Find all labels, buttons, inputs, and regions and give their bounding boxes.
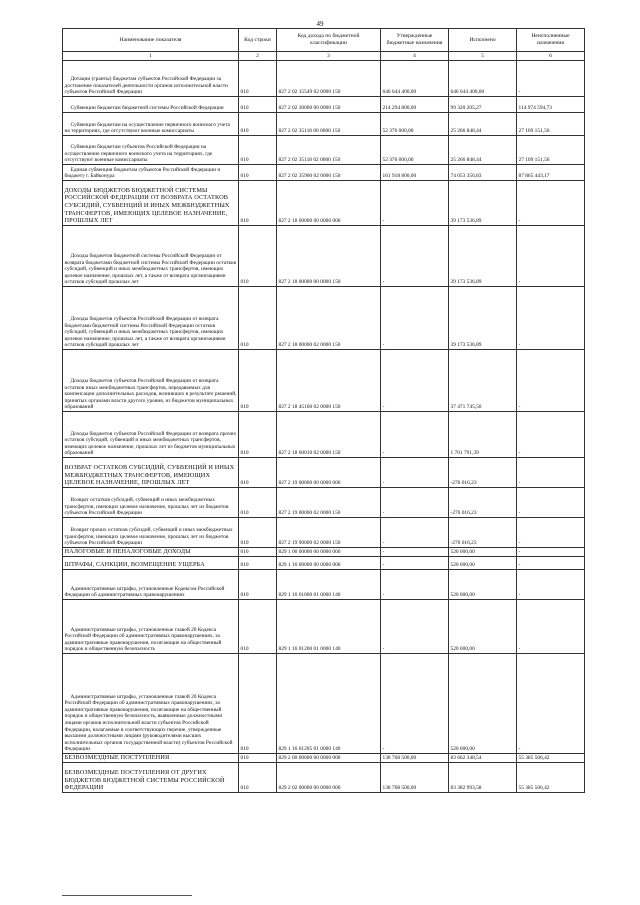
- column-number-row: [63, 52, 585, 61]
- row-code: 010: [239, 600, 277, 654]
- row-executed: -276 016,23: [449, 518, 517, 548]
- row-budget-code: 829 1 16 01205 01 0000 140: [277, 654, 381, 754]
- row-executed: 520 000,00: [449, 600, 517, 654]
- row-name: Доходы бюджетов субъектов Российской Федерации от возврата бюджетами бюджетной системы Российской Федерации остатков субсидий, субвенций и иных межбюджетных трансфертов, имеющих целевое назначение, прошлых лет, а также от возврата организациями остатков субсидий прошлых лет: [63, 287, 239, 350]
- row-unexecuted: -: [517, 488, 585, 518]
- row-unexecuted: -: [517, 557, 585, 570]
- table-row: [63, 226, 585, 287]
- row-budget-code: 827 2 18 00000 02 0000 150: [277, 287, 381, 350]
- row-name: ШТРАФЫ, САНКЦИИ, ВОЗМЕЩЕНИЕ УЩЕРБА: [63, 557, 239, 570]
- row-executed: 83 382 993,58: [449, 763, 517, 793]
- table-row: [63, 548, 585, 557]
- row-budget-code: 827 2 02 35900 02 0000 150: [277, 165, 381, 181]
- column-number: 1: [63, 52, 239, 61]
- row-executed: 39 173 536,89: [449, 287, 517, 350]
- table-row: [63, 412, 585, 458]
- row-budget-code: 827 2 19 00000 02 0000 150: [277, 488, 381, 518]
- row-code: 010: [239, 226, 277, 287]
- row-name: Доходы бюджетов субъектов Российской Федерации от возврата остатков иных межбюджетных трансфертов, передаваемых для компенсации дополнительных расходов, возникших в результате решений, принятых органами власти другого уровня, из бюджетов муниципальных образований: [63, 350, 239, 412]
- row-executed: 520 000,00: [449, 557, 517, 570]
- row-name: Единая субвенция бюджетам субъектов Российской Федерации и бюджету г. Байконура: [63, 165, 239, 181]
- column-number: 5: [449, 52, 517, 61]
- row-name: Административные штрафы, установленные Кодексом Российской Федерации об административных правонарушениях: [63, 570, 239, 600]
- row-code: 010: [239, 287, 277, 350]
- row-name: Административные штрафы, установленные главой 20 Кодекса Российской Федерации об административных правонарушениях, за административные правонарушения, посягающие на общественный порядок и общественную безопасность, выявленные должностными лицами органов исполнительной власти субъектов Российской Федерации, налагаемые в соответствующих перечне, утвержденные высшими должностными лицами (руководителями высших исполнительных органов государственной власти) субъектов Российской Федерации: [63, 654, 239, 754]
- row-approved: -: [381, 181, 449, 226]
- row-budget-code: 829 2 02 00000 00 0000 000: [277, 763, 381, 793]
- row-approved: 52 376 000,00: [381, 136, 449, 165]
- table-row: [63, 557, 585, 570]
- row-name: Административные штрафы, установленные главой 20 Кодекса Российской Федерации об административных правонарушениях, за административные правонарушения, посягающие на общественный порядок и общественную безопасность: [63, 600, 239, 654]
- row-unexecuted: -: [517, 287, 585, 350]
- row-name: Доходы бюджетов субъектов Российской Федерации от возврата прочих остатков субсидий, субвенций и иных межбюджетных трансфертов, имеющих целевое назначение, прошлых лет из бюджетов муниципальных образований: [63, 412, 239, 458]
- header-approved: Утвержденные бюджетные назначения: [381, 29, 449, 52]
- row-unexecuted: -: [517, 458, 585, 488]
- column-number: 2: [239, 52, 277, 61]
- row-budget-code: 829 1 16 01000 01 0000 140: [277, 570, 381, 600]
- row-approved: -: [381, 600, 449, 654]
- table-row: [63, 763, 585, 793]
- row-code: 010: [239, 654, 277, 754]
- row-unexecuted: -: [517, 61, 585, 97]
- table-row: [63, 136, 585, 165]
- row-approved: -: [381, 350, 449, 412]
- row-approved: -: [381, 458, 449, 488]
- row-approved: -: [381, 570, 449, 600]
- table-row: [63, 600, 585, 654]
- row-budget-code: 829 1 16 01200 01 0000 140: [277, 600, 381, 654]
- budget-execution-table: [62, 28, 585, 793]
- row-name: Дотации (гранты) бюджетам субъектов Российской Федерации за достижение показателей деятельности органов исполнительной власти субъектов Российской Федерации: [63, 61, 239, 97]
- row-unexecuted: -: [517, 518, 585, 548]
- header-code: Код строки: [239, 29, 277, 52]
- row-executed: 83 662 348,54: [449, 754, 517, 763]
- row-name: БЕЗВОЗМЕЗДНЫЕ ПОСТУПЛЕНИЯ ОТ ДРУГИХ БЮДЖЕТОВ БЮДЖЕТНОЙ СИСТЕМЫ РОССИЙСКОЙ ФЕДЕРАЦИИ: [63, 763, 239, 793]
- table-row: [63, 350, 585, 412]
- row-unexecuted: -: [517, 600, 585, 654]
- row-approved: -: [381, 488, 449, 518]
- table-header-row: [63, 29, 585, 52]
- row-budget-code: 829 2 00 00000 00 0000 000: [277, 754, 381, 763]
- table-row: [63, 181, 585, 226]
- row-approved: -: [381, 412, 449, 458]
- column-number: 6: [517, 52, 585, 61]
- row-approved: 646 644 400,00: [381, 61, 449, 97]
- header-unexecuted: Неисполненные назначения: [517, 29, 585, 52]
- table-row: [63, 287, 585, 350]
- row-executed: -276 016,23: [449, 488, 517, 518]
- row-budget-code: 827 2 18 60010 02 0000 150: [277, 412, 381, 458]
- table-row: [63, 488, 585, 518]
- row-unexecuted: -: [517, 654, 585, 754]
- row-approved: -: [381, 518, 449, 548]
- row-unexecuted: -: [517, 570, 585, 600]
- row-budget-code: 827 2 18 00000 00 0000 150: [277, 226, 381, 287]
- row-code: 010: [239, 488, 277, 518]
- table-row: [63, 165, 585, 181]
- table-row: [63, 97, 585, 113]
- row-name: ВОЗВРАТ ОСТАТКОВ СУБСИДИЙ, СУБВЕНЦИЙ И ИНЫХ МЕЖБЮДЖЕТНЫХ ТРАНСФЕРТОВ, ИМЕЮЩИХ ЦЕЛЕВОЕ НАЗНАЧЕНИЕ, ПРОШЛЫХ ЛЕТ: [63, 458, 239, 488]
- row-budget-code: 827 2 02 35118 02 0000 150: [277, 136, 381, 165]
- column-number: 4: [381, 52, 449, 61]
- row-name: Субвенции бюджетам субъектов Российской Федерации на осуществление первичного воинского учета на территориях, где отсутствуют военные комиссариаты: [63, 136, 239, 165]
- row-code: 010: [239, 61, 277, 97]
- row-budget-code: 827 2 18 00000 00 0000 000: [277, 181, 381, 226]
- row-budget-code: 829 1 00 00000 00 0000 000: [277, 548, 381, 557]
- row-budget-code: 827 2 02 35118 00 0000 150: [277, 113, 381, 136]
- header-name: Наименование показателя: [63, 29, 239, 52]
- row-approved: -: [381, 226, 449, 287]
- row-unexecuted: -: [517, 226, 585, 287]
- table-row: [63, 518, 585, 548]
- row-code: 010: [239, 113, 277, 136]
- table-row: [63, 458, 585, 488]
- row-code: 010: [239, 412, 277, 458]
- row-executed: -276 016,23: [449, 458, 517, 488]
- row-executed: 520 000,00: [449, 654, 517, 754]
- row-executed: 39 173 536,89: [449, 181, 517, 226]
- row-budget-code: 827 2 19 00000 00 0000 000: [277, 458, 381, 488]
- row-code: 010: [239, 763, 277, 793]
- row-approved: 138 768 500,00: [381, 763, 449, 793]
- row-unexecuted: -: [517, 181, 585, 226]
- table-row: [63, 113, 585, 136]
- row-name: Доходы бюджетов бюджетной системы Российской Федерации от возврата бюджетами бюджетной системы Российской Федерации остатков субсидий, субвенций и иных межбюджетных трансфертов, имеющих целевое назначение, прошлых лет, а также от возврата организациями остатков субсидий прошлых лет: [63, 226, 239, 287]
- row-name: БЕЗВОЗМЕЗДНЫЕ ПОСТУПЛЕНИЯ: [63, 754, 239, 763]
- row-unexecuted: 27 109 151,56: [517, 136, 585, 165]
- row-code: 010: [239, 557, 277, 570]
- row-executed: 1 701 791,39: [449, 412, 517, 458]
- row-name: Возврат остатков субсидий, субвенций и иных межбюджетных трансфертов, имеющих целевое назначение, прошлых лет из бюджетов субъектов Российской Федерации: [63, 488, 239, 518]
- row-approved: -: [381, 557, 449, 570]
- row-unexecuted: 87 865 443,17: [517, 165, 585, 181]
- row-approved: -: [381, 287, 449, 350]
- row-code: 010: [239, 518, 277, 548]
- row-approved: 214 294 800,00: [381, 97, 449, 113]
- row-unexecuted: -: [517, 412, 585, 458]
- table-row: [63, 61, 585, 97]
- row-executed: 39 173 536,89: [449, 226, 517, 287]
- header-budget-code: Код дохода по бюджетной классификации: [277, 29, 381, 52]
- row-code: 010: [239, 97, 277, 113]
- row-code: 010: [239, 165, 277, 181]
- table-row: [63, 654, 585, 754]
- row-code: 010: [239, 548, 277, 557]
- row-executed: 37 471 745,50: [449, 350, 517, 412]
- row-budget-code: 827 2 02 30000 00 0000 150: [277, 97, 381, 113]
- row-budget-code: 827 2 18 45160 02 0000 150: [277, 350, 381, 412]
- row-code: 010: [239, 754, 277, 763]
- row-unexecuted: 27 109 151,56: [517, 113, 585, 136]
- row-budget-code: 827 2 02 15549 02 0000 150: [277, 61, 381, 97]
- table-row: [63, 570, 585, 600]
- row-name: Субвенции бюджетам бюджетной системы Российской Федерации: [63, 97, 239, 113]
- header-executed: Исполнено: [449, 29, 517, 52]
- column-number: 3: [277, 52, 381, 61]
- row-unexecuted: -: [517, 350, 585, 412]
- row-name: ДОХОДЫ БЮДЖЕТОВ БЮДЖЕТНОЙ СИСТЕМЫ РОССИЙСКОЙ ФЕДЕРАЦИИ ОТ ВОЗВРАТА ОСТАТКОВ СУБСИДИЙ, СУБВЕНЦИЙ И ИНЫХ МЕЖБЮДЖЕТНЫХ ТРАНСФЕРТОВ, ИМЕЮЩИХ ЦЕЛЕВОЕ НАЗНАЧЕНИЕ, ПРОШЛЫХ ЛЕТ: [63, 181, 239, 226]
- row-code: 010: [239, 350, 277, 412]
- row-executed: 74 053 356,83: [449, 165, 517, 181]
- row-unexecuted: 114 974 594,73: [517, 97, 585, 113]
- row-code: 010: [239, 136, 277, 165]
- row-executed: 520 000,00: [449, 548, 517, 557]
- row-name: Субвенции бюджетам на осуществление первичного воинского учета на территориях, где отсутствуют военные комиссариаты: [63, 113, 239, 136]
- row-code: 010: [239, 570, 277, 600]
- row-budget-code: 827 2 19 90000 02 0000 150: [277, 518, 381, 548]
- table-row: [63, 754, 585, 763]
- row-name: Возврат прочих остатков субсидий, субвенций и иных межбюджетных трансфертов, имеющих целевое назначение, прошлых лет из бюджетов субъектов Российской Федерации: [63, 518, 239, 548]
- row-executed: 646 644 400,00: [449, 61, 517, 97]
- row-unexecuted: -: [517, 548, 585, 557]
- row-budget-code: 829 1 16 00000 00 0000 000: [277, 557, 381, 570]
- row-executed: 25 266 848,44: [449, 113, 517, 136]
- row-code: 010: [239, 181, 277, 226]
- row-executed: 99 320 205,27: [449, 97, 517, 113]
- row-approved: -: [381, 548, 449, 557]
- page-number: 49: [316, 20, 324, 28]
- row-approved: 161 918 800,00: [381, 165, 449, 181]
- row-approved: 138 768 500,00: [381, 754, 449, 763]
- row-name: НАЛОГОВЫЕ И НЕНАЛОГОВЫЕ ДОХОДЫ: [63, 548, 239, 557]
- row-unexecuted: 55 385 506,42: [517, 763, 585, 793]
- row-executed: 520 000,00: [449, 570, 517, 600]
- row-unexecuted: 55 385 506,42: [517, 754, 585, 763]
- footer-divider: [62, 895, 192, 896]
- row-approved: 52 376 000,00: [381, 113, 449, 136]
- row-approved: -: [381, 654, 449, 754]
- row-executed: 25 266 848,44: [449, 136, 517, 165]
- row-code: 010: [239, 458, 277, 488]
